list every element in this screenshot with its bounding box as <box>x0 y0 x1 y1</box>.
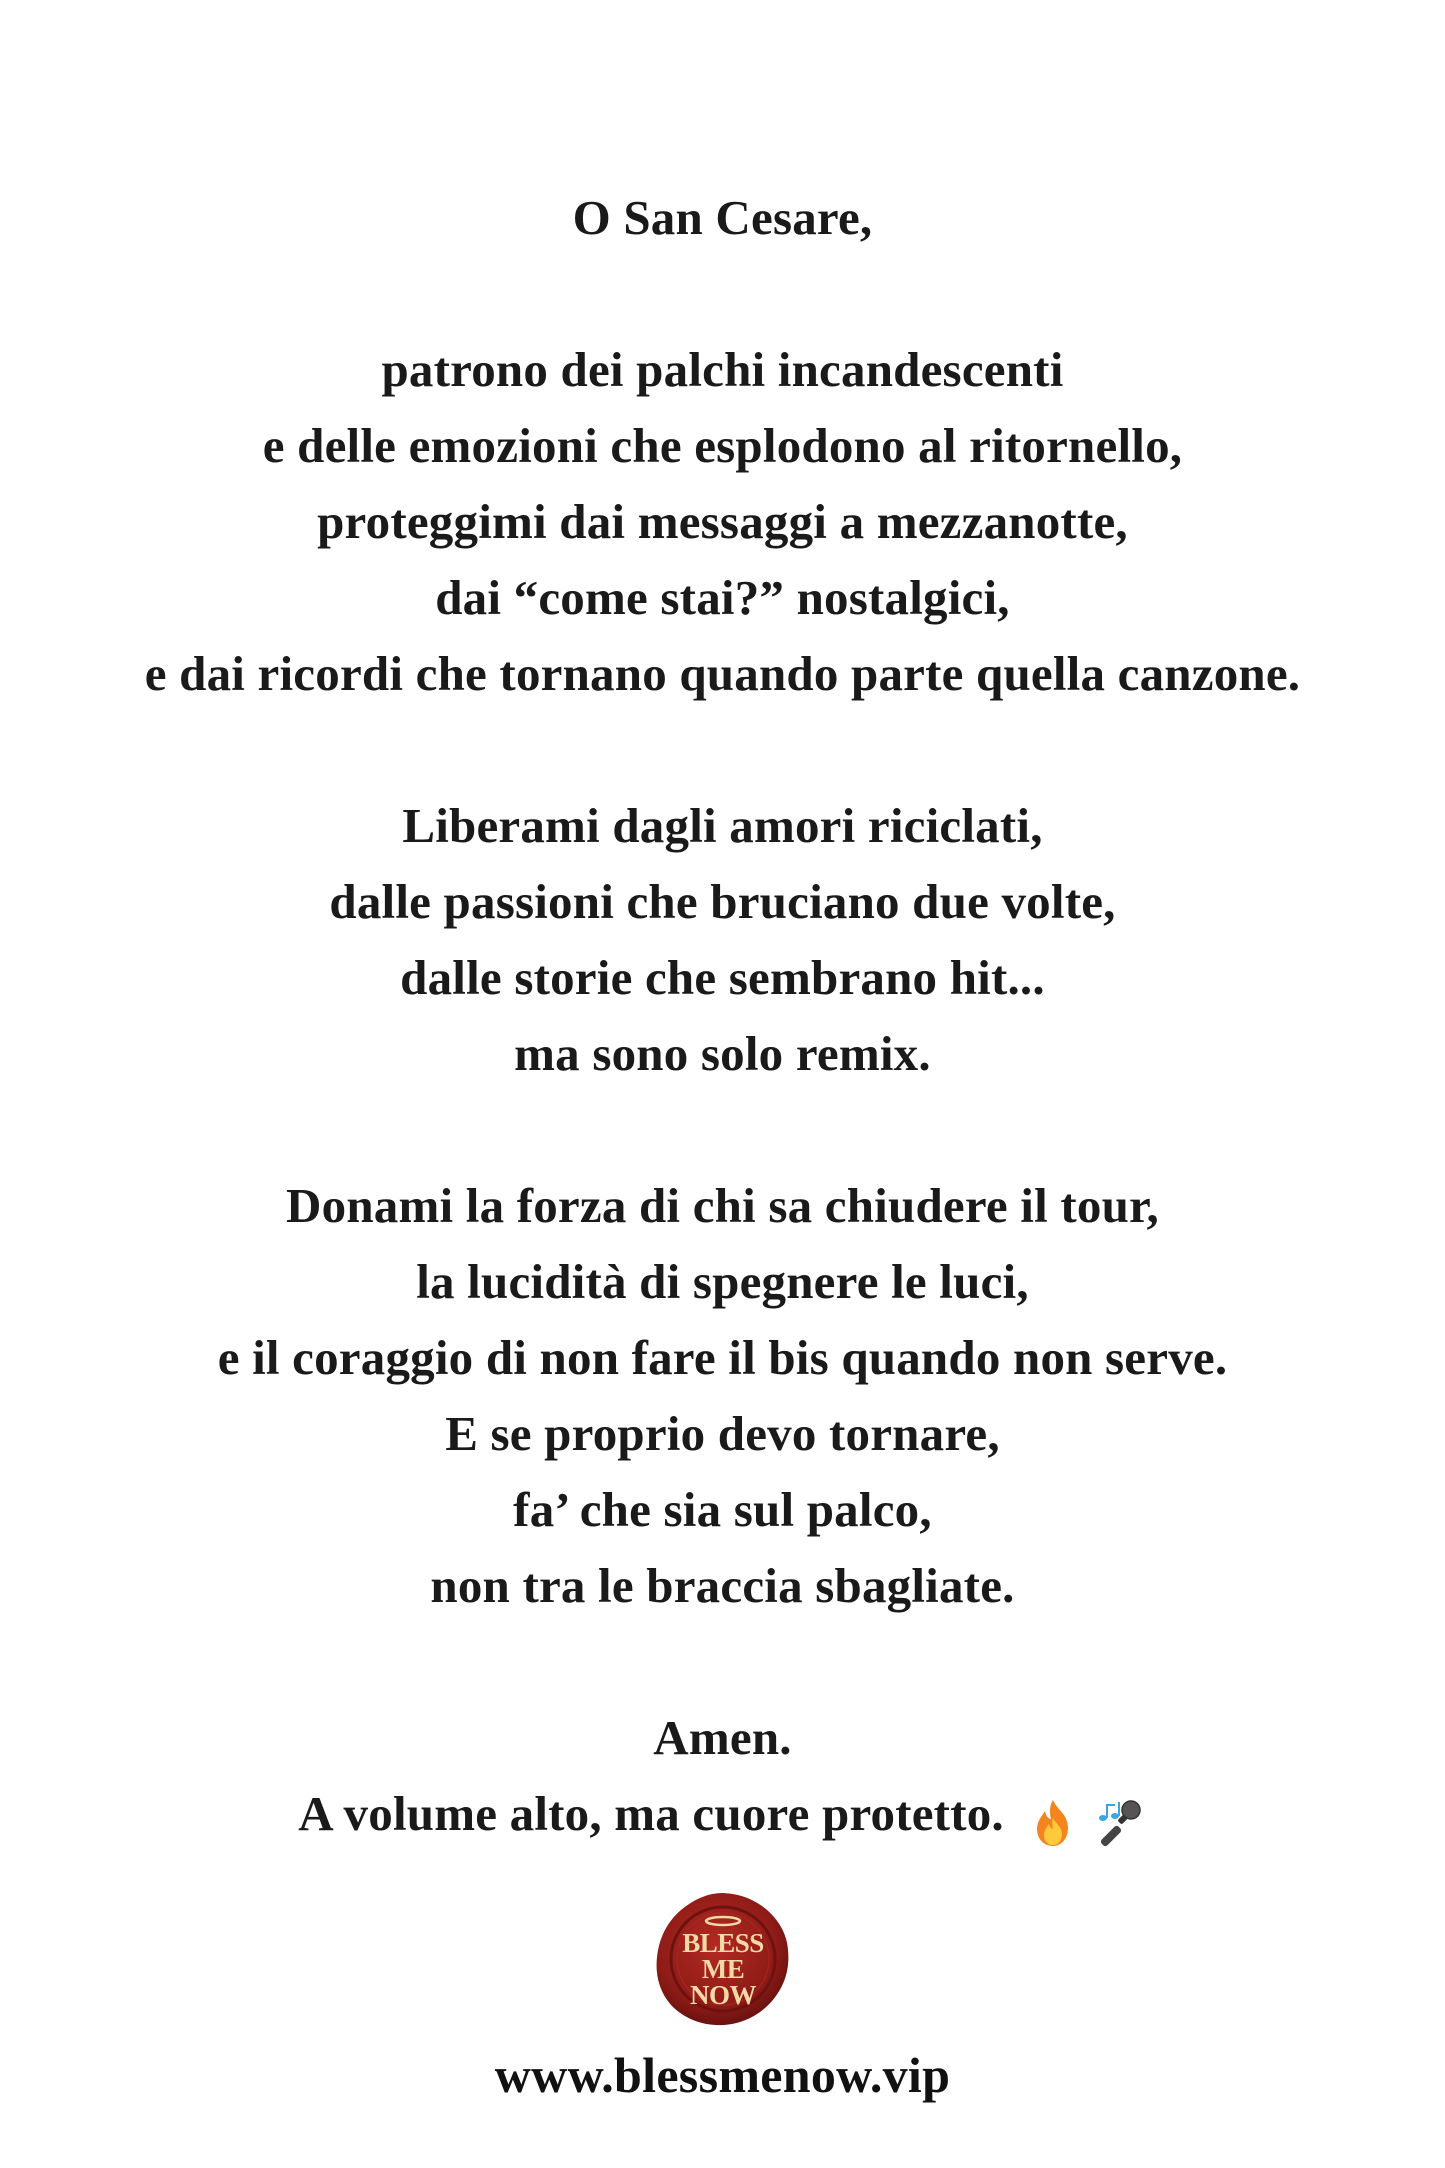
stanza-2-line-1: Liberami dagli amori riciclati, <box>402 798 1043 853</box>
fire-icon <box>1026 1796 1080 1850</box>
stanza-1-line-5: e dai ricordi che tornano quando parte quella canzone. <box>144 646 1301 701</box>
stanza-gap <box>0 1092 1445 1168</box>
stanza-1-line-4: dai “come stai?” nostalgici, <box>435 570 1010 625</box>
bless-me-now-seal <box>654 1890 792 2028</box>
microphone-with-notes-icon <box>1093 1796 1147 1850</box>
stanza-3-line-2: la lucidità di spegnere le luci, <box>416 1254 1029 1309</box>
seal-line-1: BLESS <box>682 1928 764 1958</box>
prayer-text <box>0 180 1445 1856</box>
stanza-3-line-5: fa’ che sia sul palco, <box>513 1482 932 1537</box>
stanza-gap <box>0 256 1445 332</box>
wax-seal-logo <box>654 1890 792 2028</box>
tagline-text: A volume alto, ma cuore protetto. <box>298 1786 1004 1841</box>
stanza-1-line-1: patrono dei palchi incandescenti <box>381 342 1064 397</box>
seal-line-3: NOW <box>690 1980 756 2010</box>
stanza-3-line-1: Donami la forza di chi sa chiudere il tour, <box>286 1178 1159 1233</box>
website-link[interactable]: www.blessmenow.vip <box>494 2047 951 2103</box>
stanza-2-line-2: dalle passioni che bruciano due volte, <box>329 874 1116 929</box>
stanza-gap <box>0 712 1445 788</box>
stanza-3-line-4: E se proprio devo tornare, <box>445 1406 1000 1461</box>
stanza-1-line-3: proteggimi dai messaggi a mezzanotte, <box>317 494 1128 549</box>
stanza-gap <box>0 1624 1445 1700</box>
stanza-2-line-4: ma sono solo remix. <box>514 1026 931 1081</box>
emoji-group <box>1026 1780 1146 1856</box>
stanza-2-line-3: dalle storie che sembrano hit... <box>400 950 1045 1005</box>
stanza-1-line-2: e delle emozioni che esplodono al ritornello, <box>262 418 1183 473</box>
tagline-line <box>0 1776 1445 1856</box>
stanza-3-line-3: e il coraggio di non fare il bis quando non serve. <box>217 1330 1228 1385</box>
seal-line-2: ME <box>701 1954 745 1984</box>
invocation-line: O San Cesare, <box>572 190 873 245</box>
amen-line: Amen. <box>653 1710 792 1765</box>
stanza-3-line-6: non tra le braccia sbagliate. <box>430 1558 1015 1613</box>
